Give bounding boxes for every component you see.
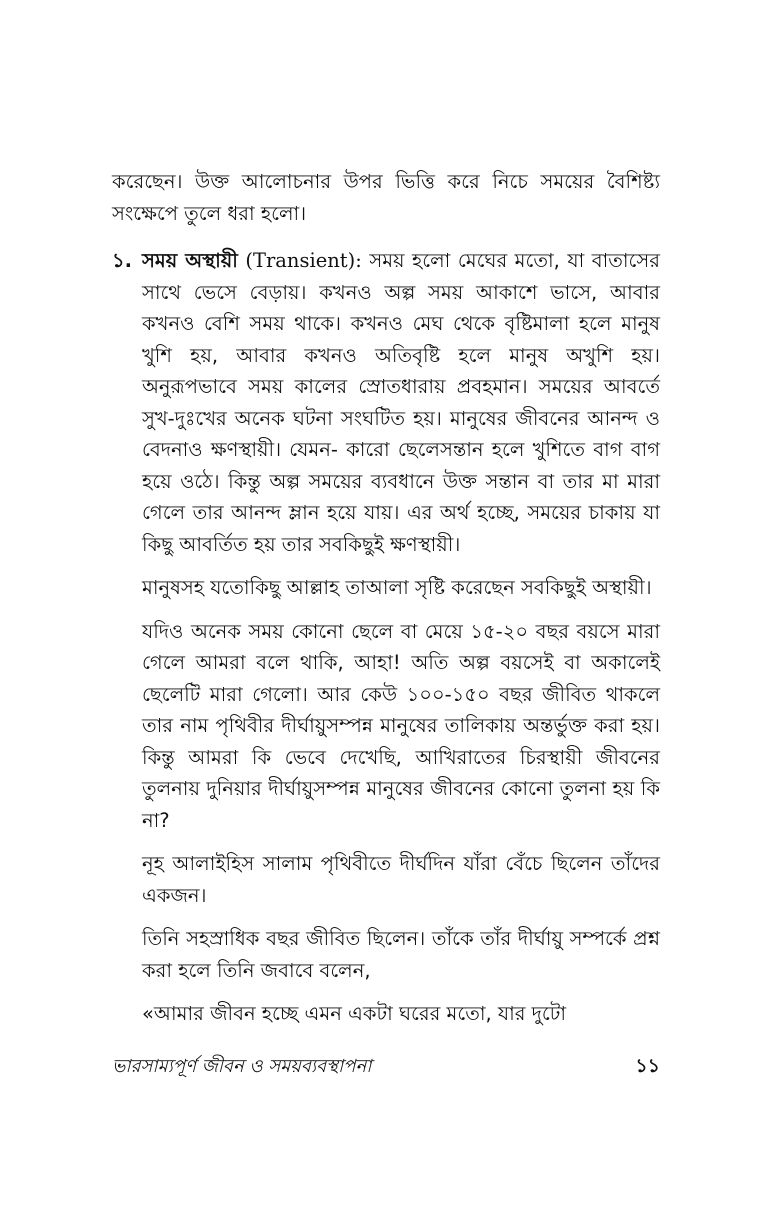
page-footer — [112, 1052, 660, 1084]
paragraph-thousand-years: তিনি সহস্রাধিক বছর জীবিত ছিলেন। তাঁকে তাঁর দীর্ঘায়ু সম্পর্কে প্রশ্ন করা হলে তিনি জবাবে বলেন, — [142, 927, 660, 982]
item-heading: সময় অস্থায়ী — [142, 249, 238, 272]
paragraph-quote: «আমার জীবন হচ্ছে এমন একটা ঘরের মতো, যার দুটো — [142, 1002, 567, 1025]
page-body — [112, 166, 660, 1042]
paragraph-nuh: নূহ আলাইহিস সালাম পৃথিবীতে দীর্ঘদিন যাঁরা বেঁচে ছিলেন তাঁদের একজন। — [142, 852, 660, 907]
intro-paragraph: করেছেন। উক্ত আলোচনার উপর ভিত্তি করে নিচে সময়ের বৈশিষ্ট্য সংক্ষেপে তুলে ধরা হলো। — [112, 170, 660, 225]
paragraph-all-transient: মানুষসহ যতোকিছু আল্লাহ তাআলা সৃষ্টি করেছেন সবকিছুই অস্থায়ী। — [142, 576, 652, 599]
item-body: সময় হলো মেঘের মতো, যা বাতাসের সাথে ভেসে বেড়ায়। কখনও অল্প সময় আকাশে ভাসে, আবার কখনও বেশি সময় থাকে। কখনও মেঘ থেকে বৃষ্টিমালা হলে মানুষ খুশি হয়, আবার কখনও অতিবৃষ্টি হলে মানুষ অখুশি হয়। অনুরূপভাবে সময় কালের স্রোতধারায় প্রবহমান। সময়ের আবর্তে সুখ-দুঃখের অনেক ঘটনা সংঘটিত হয়। মানুষের জীবনের আনন্দ ও বেদনাও ক্ষণস্থায়ী। যেমন- কারো ছেলেসন্তান হলে খুশিতে বাগ বাগ হয়ে ওঠে। কিন্তু অল্প সময়ের ব্যবধানে উক্ত সন্তান বা তার মা মারা গেলে তার আনন্দ ম্লান হয়ে যায়। এর অর্থ হচ্ছে, সময়ের চাকায় যা কিছু আবর্তিত হয় তার সবকিছুই ক্ষণস্থায়ী। — [142, 249, 660, 556]
page-number: ১১ — [635, 1055, 660, 1077]
item-number: ১. — [112, 249, 133, 272]
numbered-item-1 — [112, 245, 660, 560]
paragraph-lifespan: যদিও অনেক সময় কোনো ছেলে বা মেয়ে ১৫-২০ বছর বয়সে মারা গেলে আমরা বলে থাকি, আহা! অতি অল্প বয়সেই বা অকালেই ছেলেটি মারা গেলো। আর কেউ ১০০-১৫০ বছর জীবিত থাকলে তার নাম পৃথিবীর দীর্ঘায়ুসম্পন্ন মানুষের তালিকায় অন্তর্ভুক্ত করা হয়। কিন্তু আমরা কি ভেবে দেখেছি, আখিরাতের চিরস্থায়ী জীবনের তুলনায় দুনিয়ার দীর্ঘায়ুসম্পন্ন মানুষের জীবনের কোনো তুলনা হয় কি না? — [142, 619, 660, 832]
item-heading-latin: (Transient): — [245, 249, 362, 272]
running-title: ভারসাম্যপূর্ণ জীবন ও সময়ব্যবস্থাপনা — [112, 1056, 372, 1077]
